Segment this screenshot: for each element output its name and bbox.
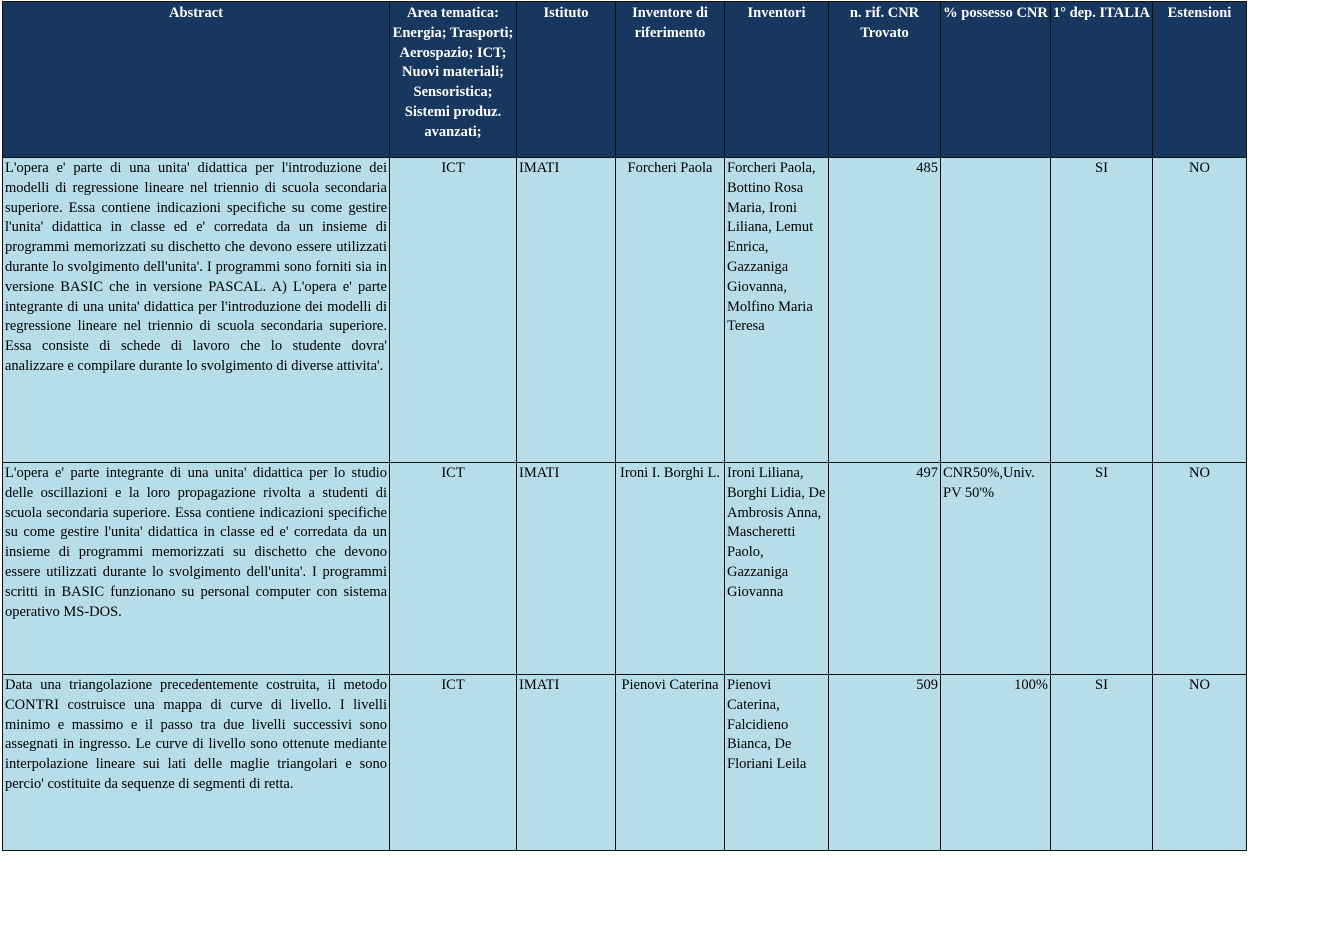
- istituto-cell: IMATI: [517, 158, 616, 463]
- area-cell: ICT: [390, 158, 517, 463]
- inventori-cell: Ironi Liliana, Borghi Lidia, De Ambrosis Anna, Mascheretti Paolo, Gazzaniga Giovanna: [725, 463, 829, 675]
- possesso-cell: [941, 158, 1051, 463]
- inventore-rif-cell: Forcheri Paola: [616, 158, 725, 463]
- header-inventori: Inventori: [725, 2, 829, 158]
- header-n-rif: n. rif. CNR Trovato: [829, 2, 941, 158]
- header-dep-italia: 1° dep. ITALIA: [1051, 2, 1153, 158]
- header-istituto: Istituto: [517, 2, 616, 158]
- abstract-cell: L'opera e' parte integrante di una unita' didattica per lo studio delle oscillazioni e la loro propagazione rivolta a studenti di scuola secondaria superiore. Essa contiene indicazioni specifiche su come gestire l'unita' didattica in classe ed e' corredata da un insieme di programmi memorizzati su dischetto che devono essere utilizzati durante lo svolgimento dell'unita'. I programmi scritti in BASIC funzionano su personal computer con sistema operativo MS-DOS.: [3, 463, 390, 675]
- inventori-cell: Pienovi Caterina, Falcidieno Bianca, De Floriani Leila: [725, 675, 829, 851]
- dep-italia-cell: SI: [1051, 675, 1153, 851]
- possesso-cell: CNR50%,Univ. PV 50'%: [941, 463, 1051, 675]
- dep-italia-cell: SI: [1051, 463, 1153, 675]
- n-rif-cell: 509: [829, 675, 941, 851]
- estensioni-cell: NO: [1153, 675, 1247, 851]
- patent-table: [2, 1, 1247, 851]
- area-cell: ICT: [390, 463, 517, 675]
- istituto-cell: IMATI: [517, 463, 616, 675]
- table-row: [3, 675, 1247, 851]
- dep-italia-cell: SI: [1051, 158, 1153, 463]
- n-rif-cell: 497: [829, 463, 941, 675]
- header-inventore-riferimento: Inventore di riferimento: [616, 2, 725, 158]
- inventori-cell: Forcheri Paola, Bottino Rosa Maria, Ironi Liliana, Lemut Enrica, Gazzaniga Giovanna, Molfino Maria Teresa: [725, 158, 829, 463]
- header-abstract: Abstract: [3, 2, 390, 158]
- istituto-cell: IMATI: [517, 675, 616, 851]
- inventore-rif-cell: Pienovi Caterina: [616, 675, 725, 851]
- header-area-tematica: Area tematica: Energia; Trasporti; Aerospazio; ICT; Nuovi materiali; Sensoristica; Sistemi produz. avanzati;: [390, 2, 517, 158]
- header-possesso: % possesso CNR: [941, 2, 1051, 158]
- possesso-cell: 100%: [941, 675, 1051, 851]
- estensioni-cell: NO: [1153, 463, 1247, 675]
- table-row: [3, 158, 1247, 463]
- estensioni-cell: NO: [1153, 158, 1247, 463]
- abstract-cell: Data una triangolazione precedentemente costruita, il metodo CONTRI costruisce una mappa di curve di livello. I livelli minimo e massimo e il passo tra due livelli successivi sono assegnati in ingresso. Le curve di livello sono ottenute mediante interpolazione lineare sui lati delle maglie triangolari e sono percio' costituite da sequenze di segmenti di retta.: [3, 675, 390, 851]
- area-cell: ICT: [390, 675, 517, 851]
- n-rif-cell: 485: [829, 158, 941, 463]
- table-row: [3, 463, 1247, 675]
- abstract-cell: L'opera e' parte di una unita' didattica per l'introduzione dei modelli di regressione lineare nel triennio di scuola secondaria superiore. Essa contiene indicazioni specifiche su come gestire l'unita' didattica in classe ed e' corredata da un insieme di programmi memorizzati su dischetto che devono essere utilizzati durante lo svolgimento dell'unita'. I programmi sono forniti sia in versione BASIC che in versione PASCAL. A) L'opera e' parte integrante di una unita' didattica per l'introduzione dei modelli di regressione lineare nel triennio di scuola secondaria superiore. Essa consiste di schede di lavoro che lo studente dovra' analizzare e compilare durante lo svolgimento di diverse attivita'.: [3, 158, 390, 463]
- header-estensioni: Estensioni: [1153, 2, 1247, 158]
- inventore-rif-cell: Ironi I. Borghi L.: [616, 463, 725, 675]
- header-row: [3, 2, 1247, 158]
